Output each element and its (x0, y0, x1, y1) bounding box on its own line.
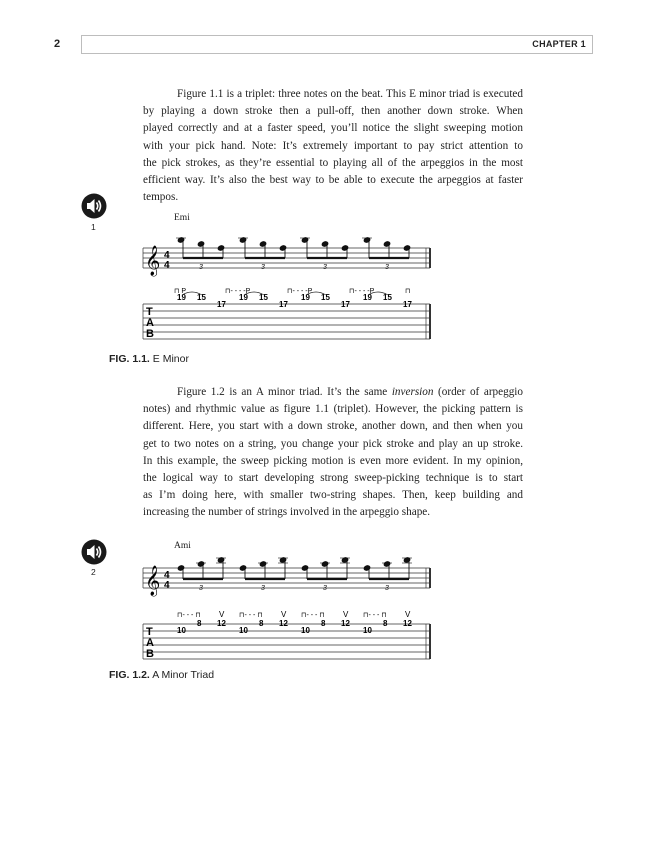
note-head (197, 561, 204, 567)
text-line: the logical way to start developing strong sweep-picking technique is to start (143, 472, 523, 485)
up-stroke-mark: V (405, 610, 411, 619)
text-line: played correctly and at a faster speed, you’ll notice the slight sweeping motion (143, 122, 523, 135)
tab-fret-number: 17 (217, 300, 226, 309)
caption-text: E Minor (152, 353, 189, 365)
note-head (279, 245, 286, 251)
tab-fret-number: 8 (321, 619, 326, 628)
text-line: different. Here, you start with a down stroke, another down, and then when you (143, 420, 523, 433)
tuplet-number: 3 (199, 585, 203, 592)
text-line: In this example, the sweep picking motion is even more evident. In my opinion, (143, 454, 523, 467)
up-stroke-mark: V (343, 610, 349, 619)
tab-fret-number: 15 (197, 293, 206, 302)
speaker-icon[interactable] (81, 193, 107, 219)
caption-label: FIG. 1.1. (109, 353, 150, 365)
tab-fret-number: 12 (217, 619, 226, 628)
time-signature-bottom: 4 (164, 260, 170, 271)
tuplet-number: 3 (385, 585, 389, 592)
pick-stroke-mark: ⊓- - - -P (349, 288, 375, 295)
tab-letter-t: T (146, 626, 153, 638)
italic-term: inversion (391, 386, 434, 398)
page-number: 2 (54, 38, 61, 50)
text-line: increasing the number of strings involved in the arpeggio shape. (143, 506, 431, 519)
tab-fret-number: 10 (239, 626, 248, 635)
tuplet-number: 3 (199, 264, 203, 271)
text-line: notes) and rhythmic value as figure 1.1 (triplet). However, the picking pattern is (143, 403, 523, 416)
tuplet-number: 3 (261, 264, 265, 271)
tab-staff (143, 624, 430, 659)
tuplet-number: 3 (323, 585, 327, 592)
audio-track-number: 1 (91, 222, 96, 232)
tuplet-number: 3 (323, 264, 327, 271)
up-stroke-mark: V (219, 610, 225, 619)
note-head (197, 241, 204, 247)
pick-stroke-mark: ⊓- - - ⊓ (177, 612, 201, 619)
pick-stroke-mark: ⊓- - - -P (287, 288, 313, 295)
tab-fret-number: 15 (259, 293, 268, 302)
time-signature-bottom: 4 (164, 580, 170, 591)
chapter-label: CHAPTER 1 (532, 39, 586, 49)
tab-fret-number: 17 (403, 300, 412, 309)
note-head (239, 565, 246, 571)
tab-fret-number: 12 (279, 619, 288, 628)
note-head (383, 241, 390, 247)
figure-1-notation (143, 222, 433, 344)
tuplet-number: 3 (385, 264, 389, 271)
note-head (341, 245, 348, 251)
paragraph-figure-1-intro (143, 86, 523, 206)
figure-2-notation (143, 548, 433, 664)
paragraph-figure-2-intro (143, 384, 523, 522)
caption-label: FIG. 1.2. (109, 669, 150, 681)
text-line: the pick strokes, as they’re essential to playing all of the arpeggios in the most (143, 156, 523, 169)
note-head (403, 245, 410, 251)
tab-letter-a: A (146, 637, 154, 649)
tuplet-number: 3 (261, 585, 265, 592)
tab-letter-b: B (146, 648, 154, 660)
tab-staff (143, 304, 430, 339)
note-head (321, 241, 328, 247)
chord-symbol: Ami (174, 541, 191, 551)
note-head (383, 561, 390, 567)
tab-fret-number: 15 (321, 293, 330, 302)
figure-2-caption (109, 669, 214, 681)
pick-stroke-mark: ⊓- - - -P (225, 288, 251, 295)
tab-fret-number: 19 (177, 293, 186, 302)
text-line: as I’m doing here, with smaller two-string shapes. Then, keep building and (143, 489, 523, 502)
note-head (217, 245, 224, 251)
notes (176, 237, 411, 271)
text-line: get to two notes on a string, you change your pick stroke and play an up stroke. (143, 437, 523, 450)
running-header (81, 35, 593, 54)
pick-stroke-mark: ⊓ (405, 288, 411, 295)
text-line: Figure 1.1 is a triplet: three notes on the beat. This E minor triad is executed (177, 88, 523, 100)
tab-fret-number: 8 (259, 619, 264, 628)
notes (177, 557, 412, 592)
treble-clef-icon: 𝄞 (145, 245, 161, 275)
note-head (363, 565, 370, 571)
up-stroke-mark: V (281, 610, 287, 619)
note-head (259, 561, 266, 567)
tab-numbers (177, 619, 412, 635)
text-line: efficient way. It’s also the best way to be able to execute the arpeggios at faster (143, 174, 523, 187)
tab-fret-number: 10 (363, 626, 372, 635)
pick-marks (174, 288, 410, 295)
tab-fret-number: 17 (279, 300, 288, 309)
tab-fret-number: 15 (383, 293, 392, 302)
tab-fret-number: 19 (301, 293, 310, 302)
pick-marks (177, 610, 411, 619)
chord-symbol: Emi (174, 213, 190, 223)
tab-letter-a: A (146, 317, 154, 329)
figure-1-caption (109, 353, 189, 365)
text-line: Figure 1.2 is an A minor triad. It’s the same inversion (order of arpeggio (177, 386, 523, 398)
tab-fret-number: 17 (341, 300, 350, 309)
tab-fret-number: 8 (197, 619, 202, 628)
caption-text: A Minor Triad (152, 669, 215, 681)
time-signature-top: 4 (164, 570, 170, 581)
tab-fret-number: 12 (403, 619, 412, 628)
note-head (321, 561, 328, 567)
note-head (177, 565, 184, 571)
tab-fret-number: 12 (341, 619, 350, 628)
pick-stroke-mark: ⊓- - - ⊓ (239, 612, 263, 619)
pick-stroke-mark: ⊓ P (174, 288, 187, 295)
tab-fret-number: 10 (301, 626, 310, 635)
treble-clef-icon: 𝄞 (145, 565, 161, 595)
tab-letter-b: B (146, 328, 154, 340)
tab-fret-number: 19 (363, 293, 372, 302)
pick-stroke-mark: ⊓- - - ⊓ (363, 612, 387, 619)
pick-stroke-mark: ⊓- - - ⊓ (301, 612, 325, 619)
note-head (259, 241, 266, 247)
tab-fret-number: 8 (383, 619, 388, 628)
note-head (301, 565, 308, 571)
text-line: tempos. (143, 191, 179, 204)
tab-fret-number: 19 (239, 293, 248, 302)
speaker-icon[interactable] (81, 539, 107, 565)
tab-fret-number: 10 (177, 626, 186, 635)
text-line: with your pick hand. Note: It’s extremely important to pay strict attention to (143, 139, 523, 152)
time-signature-top: 4 (164, 250, 170, 261)
audio-track-number: 2 (91, 567, 96, 577)
tab-letter-t: T (146, 306, 153, 318)
text-line: by playing a down stroke then a pull-off, then another down stroke. When (143, 105, 523, 118)
